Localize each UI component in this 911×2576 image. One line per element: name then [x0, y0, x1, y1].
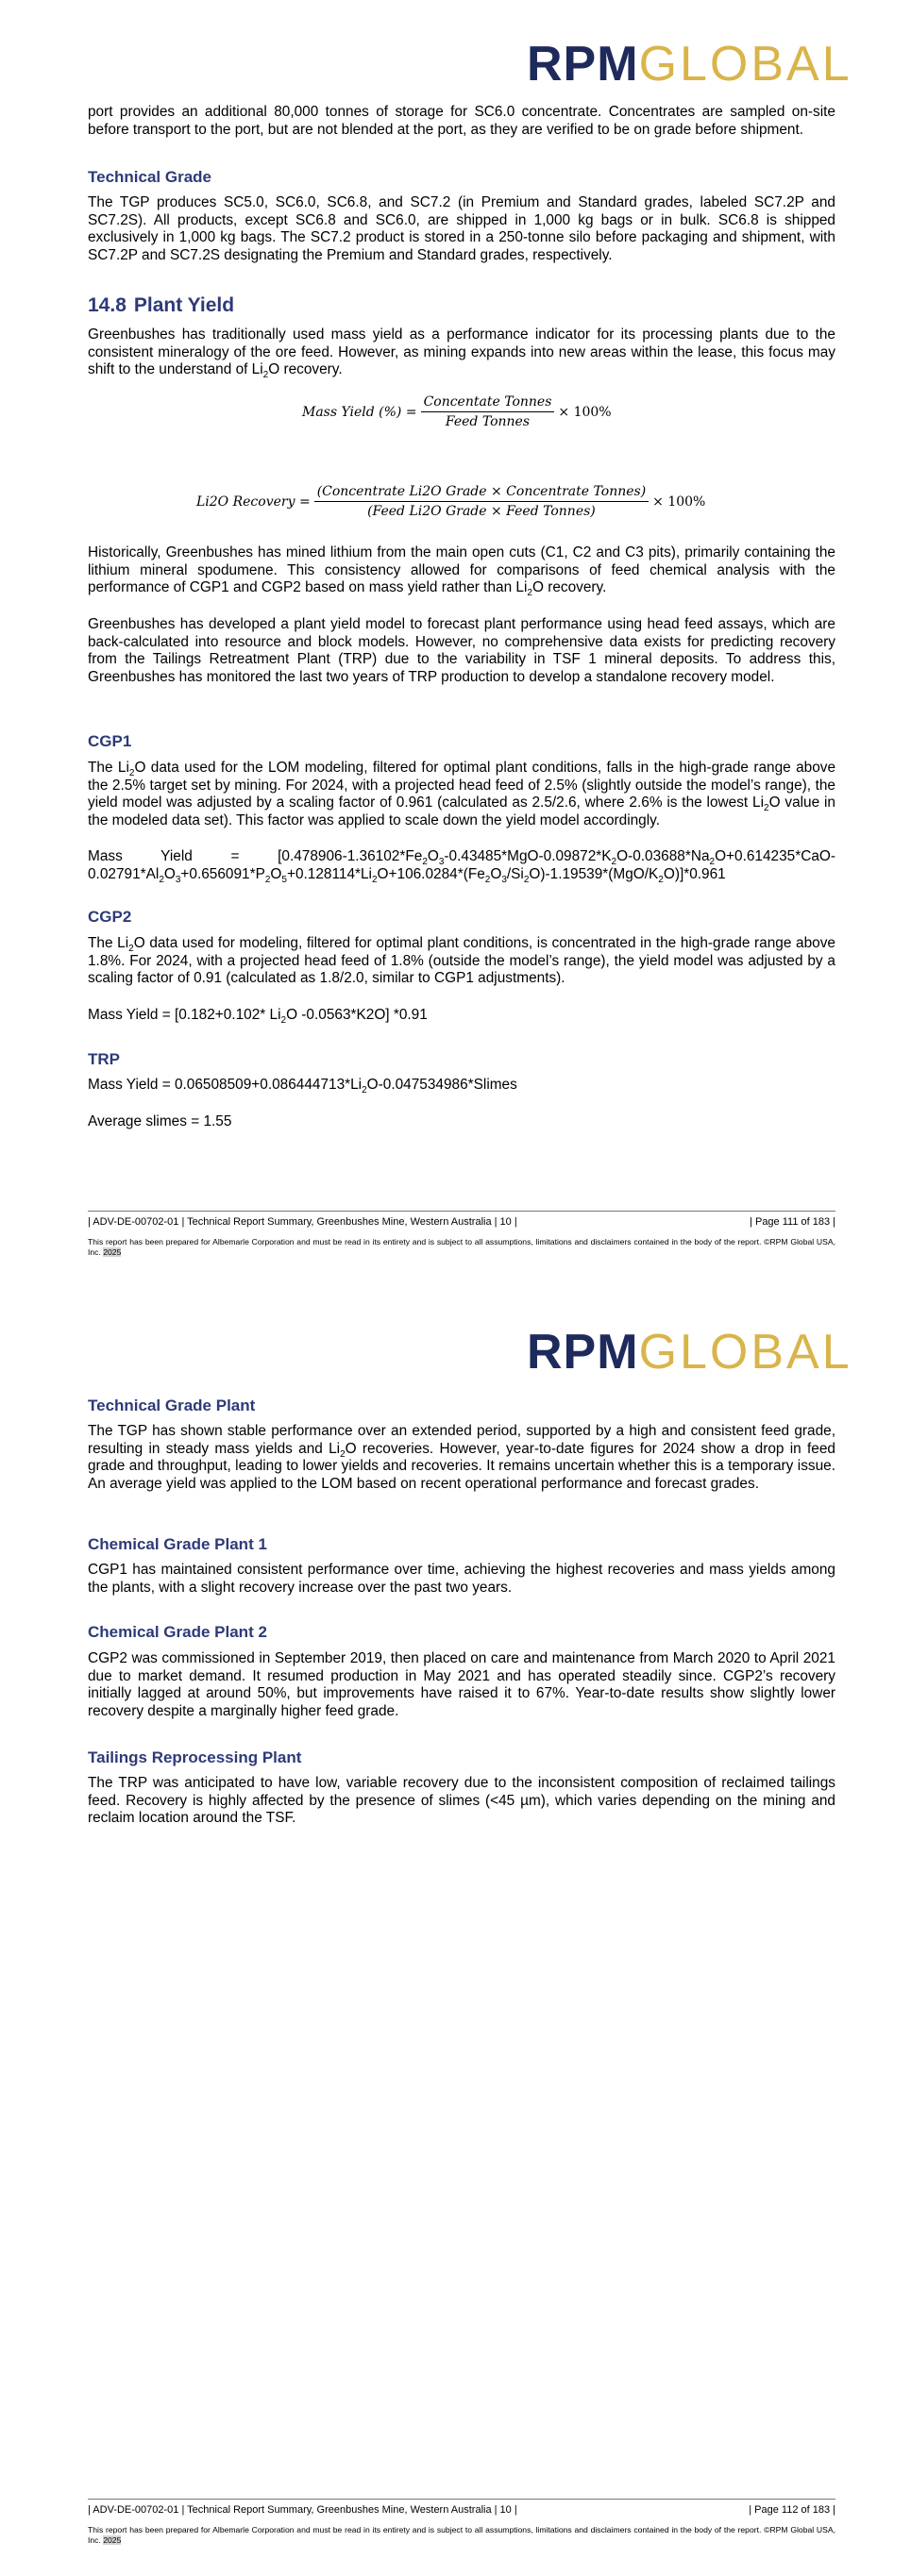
text-run: +0.128114*Li — [286, 865, 372, 882]
footer-divider — [88, 2499, 835, 2500]
equation-numerator: Concentate Tonnes — [421, 394, 555, 412]
footer-divider — [88, 1211, 835, 1212]
text-run: This report has been prepared for Albemarle Corporation and must be read in its entirety and is subject to all assumptions, limitations and disclaimers contained in the body of the report. ©RPM Global USA, Inc. — [88, 1237, 835, 1257]
equation-fraction — [421, 394, 555, 429]
text-run: O -0.0563*K2O] *0.91 — [286, 1007, 428, 1023]
page-112 — [0, 1288, 911, 2576]
equation-denominator: Feed Tonnes — [445, 414, 531, 429]
subscript: 2 — [262, 370, 269, 381]
subscript: 3 — [501, 874, 507, 885]
chemical-grade-plant-2-heading: Chemical Grade Plant 2 — [88, 1623, 267, 1641]
footer-document-info: | ADV-DE-00702-01 | Technical Report Summary, Greenbushes Mine, Western Australia | 10 | — [88, 1216, 517, 1228]
rpm-global-logo — [527, 37, 852, 92]
subscript: 3 — [438, 857, 445, 868]
plant-yield-paragraph — [88, 326, 835, 379]
equation-lhs: Li2O Recovery = — [196, 493, 311, 510]
equation-rhs: × 100% — [652, 493, 706, 510]
li2o-recovery-equation — [196, 484, 705, 519]
text-run: O)]*0.961 — [663, 865, 726, 882]
yield-model-paragraph: Greenbushes has developed a plant yield model to forecast plant performance using head feed assays, which are back-calculated into resource and block models. However, no comprehensive data exists for predicting recovery from the Tailings Retreatment Plant (TRP) due to the variability in TSF 1 mineral deposits. To address this, Greenbushes has monitored the last two years of TRP production to develop a standalone recovery model. — [88, 616, 835, 685]
logo-rpm-text: RPM — [527, 1325, 639, 1380]
text-run: O-0.047534986*Slimes — [366, 1077, 517, 1093]
text-run: O — [490, 865, 502, 882]
cgp2-formula — [88, 1007, 835, 1025]
chemical-grade-plant-1-heading: Chemical Grade Plant 1 — [88, 1535, 267, 1553]
footer-page-number: | Page 111 of 183 | — [750, 1216, 835, 1228]
logo-global-text: GLOBAL — [638, 1325, 852, 1380]
equation-lhs: Mass Yield (%) = — [302, 404, 417, 420]
tailings-reprocessing-plant-heading: Tailings Reprocessing Plant — [88, 1748, 302, 1766]
text-run: Greenbushes has traditionally used mass yield as a performance indicator for its processing plants due to the consistent mineralogy of the ore feed. However, as mining expands into new areas within the lease, this focus may shift to the understand of Li — [88, 326, 835, 378]
equation-numerator: (Concentrate Li2O Grade × Concentrate Tonnes) — [314, 484, 649, 502]
cgp1-heading: CGP1 — [88, 732, 132, 750]
subscript: 2 — [128, 768, 135, 779]
text-run: The TGP has shown stable performance over an extended period, supported by a high and consistent feed grade, resulting in steady mass yields and Li — [88, 1423, 835, 1457]
text-run: O+0.614235*CaO-0.02791*Al — [88, 848, 835, 882]
subscript: 2 — [527, 588, 532, 599]
equation-fraction — [314, 484, 649, 519]
technical-grade-heading: Technical Grade — [88, 168, 212, 186]
text-run: +0.656091*P — [180, 865, 265, 882]
text-run: O recovery. — [268, 361, 343, 378]
tailings-reprocessing-plant-paragraph: The TRP was anticipated to have low, variable recovery due to the inconsistent composition of reclaimed tailings feed. Recovery is highly affected by the presence of slimes (<45 µm), which varies depending on the mining and reclaim location around the TSF. — [88, 1775, 835, 1827]
subscript: 2 — [709, 857, 716, 868]
text-run: This report has been prepared for Albemarle Corporation and must be read in its entirety and is subject to all assumptions, limitations and disclaimers contained in the body of the report. ©RPM Global USA, Inc. — [88, 2525, 835, 2545]
text-run: Mass Yield = [0.478906-1.36102*Fe — [88, 848, 423, 864]
logo-rpm-text: RPM — [527, 37, 639, 92]
subscript: 2 — [280, 1015, 287, 1027]
subscript: 2 — [484, 874, 491, 885]
text-run: O — [163, 865, 176, 882]
trp-heading: TRP — [88, 1050, 120, 1068]
footer-year: 2025 — [103, 1246, 122, 1257]
subscript: 2 — [658, 874, 664, 885]
equation-denominator: (Feed Li2O Grade × Feed Tonnes) — [367, 504, 596, 519]
text-run: -0.43485*MgO-0.09872*K — [444, 848, 612, 864]
technical-grade-paragraph: The TGP produces SC5.0, SC6.0, SC6.8, and SC7.2 (in Premium and Standard grades, labeled SC7.2P and SC7.2S). All products, except SC6.8 and SC6.0, are shipped in 1,000 kg bags or in bulk. SC6.8 is shipped exclusively in 1,000 kg bags. The SC7.2 product is stored in a 250-tonne silo before packaging and shipment, with SC7.2P and SC7.2S designating the Premium and Standard grades, respectively. — [88, 194, 835, 263]
cgp2-heading: CGP2 — [88, 908, 132, 926]
subscript: 2 — [371, 874, 378, 885]
subscript: 2 — [340, 1448, 346, 1460]
subscript: 2 — [523, 874, 530, 885]
history-paragraph — [88, 544, 835, 597]
rpm-global-logo — [527, 1325, 852, 1380]
text-run: The Li — [88, 935, 129, 951]
text-run: O+106.0284*(Fe — [377, 865, 485, 882]
text-run: The Li — [88, 760, 129, 776]
intro-paragraph: port provides an additional 80,000 tonnes of storage for SC6.0 concentrate. Concentrates are sampled on-site before transport to the port, but are not blended at the port, as they are verified to be on grade before shipment. — [88, 104, 835, 138]
subscript: 5 — [281, 874, 287, 885]
text-run: O data used for the LOM modeling, filtered for optimal plant conditions, falls in the high-grade range above the 2.5% target set by mining. For 2024, with a projected head feed of 2.5% (slightly outside the model’s range), the yield model was adjusted by a scaling factor of 0.961 (calculated as 2.5/2.6, where 2.6% is the lowest Li — [88, 760, 836, 811]
chemical-grade-plant-2-paragraph: CGP2 was commissioned in September 2019, then placed on care and maintenance from March 2020 to April 2021 due to market demand. It resumed production in May 2021 and has operated steadily since. CGP2’s recovery initially lagged at around 50%, but improvements have raised it to 67%. Year-to-date results show slightly lower recovery despite a marginally higher feed grade. — [88, 1650, 835, 1719]
chemical-grade-plant-1-paragraph: CGP1 has maintained consistent performance over time, achieving the highest recoveries and mass yields among the plants, with a slight recovery increase over the past two years. — [88, 1562, 835, 1596]
text-run: O — [427, 848, 439, 864]
section-heading-plant-yield — [88, 294, 234, 317]
text-run: Mass Yield = 0.06508509+0.086444713*Li — [88, 1077, 363, 1093]
subscript: 2 — [362, 1085, 367, 1096]
subscript: 2 — [128, 944, 134, 955]
trp-formula — [88, 1077, 835, 1095]
section-title: Plant Yield — [133, 294, 235, 316]
text-run: O recovery. — [531, 579, 607, 596]
cgp1-formula — [88, 848, 835, 883]
subscript: 2 — [159, 874, 164, 885]
subscript: 2 — [264, 874, 271, 885]
text-run: Mass Yield = [0.182+0.102* Li — [88, 1007, 281, 1023]
text-run: /Si — [506, 865, 524, 882]
footer-page-number: | Page 112 of 183 | — [749, 2504, 835, 2516]
subscript: 2 — [611, 857, 617, 868]
footer-year: 2025 — [103, 2534, 122, 2545]
subscript: 2 — [422, 857, 428, 868]
cgp2-paragraph — [88, 935, 835, 988]
text-run: O)-1.19539*(MgO/K — [529, 865, 659, 882]
trp-average-slimes: Average slimes = 1.55 — [88, 1113, 232, 1129]
text-run: O data used for modeling, filtered for optimal plant conditions, is concentrated in the high-grade range above 1.8%. For 2024, with a projected head feed of 1.8% (outside the model’s range), the yield model was adjusted by a scaling factor of 0.91 (calculated as 1.8/2.0, similar to CGP1 adjustments). — [88, 935, 835, 987]
footer-disclaimer — [88, 2525, 835, 2545]
technical-grade-plant-heading: Technical Grade Plant — [88, 1397, 256, 1414]
text-run: O-0.03688*Na — [616, 848, 710, 864]
text-run: Historically, Greenbushes has mined lithium from the main open cuts (C1, C2 and C3 pits), primarily containing the lithium mineral spodumene. This consistency allowed for comparisons of feed chemical analysis with the performance of CGP1 and CGP2 based on mass yield rather than Li — [88, 544, 835, 596]
section-number: 14.8 — [88, 294, 127, 316]
footer-document-info: | ADV-DE-00702-01 | Technical Report Summary, Greenbushes Mine, Western Australia | 10 | — [88, 2504, 517, 2516]
text-run: O value in the modeled data set). This factor was applied to scale down the yield model accordingly. — [88, 795, 835, 828]
cgp1-paragraph — [88, 760, 835, 829]
subscript: 2 — [764, 803, 769, 814]
text-run: O — [270, 865, 282, 882]
text-run: O recoveries. However, year-to-date figures for 2024 show a drop in feed grade and throughput, leading to lower yields and recoveries. It remains uncertain whether this is a temporary issue. An average yield was applied to the LOM based on recent operational performance and forecast grades. — [88, 1440, 835, 1492]
logo-global-text: GLOBAL — [638, 37, 852, 92]
technical-grade-plant-paragraph — [88, 1423, 835, 1493]
mass-yield-equation — [302, 394, 612, 429]
footer-disclaimer — [88, 1237, 835, 1257]
equation-rhs: × 100% — [558, 404, 612, 420]
subscript: 3 — [175, 874, 181, 885]
